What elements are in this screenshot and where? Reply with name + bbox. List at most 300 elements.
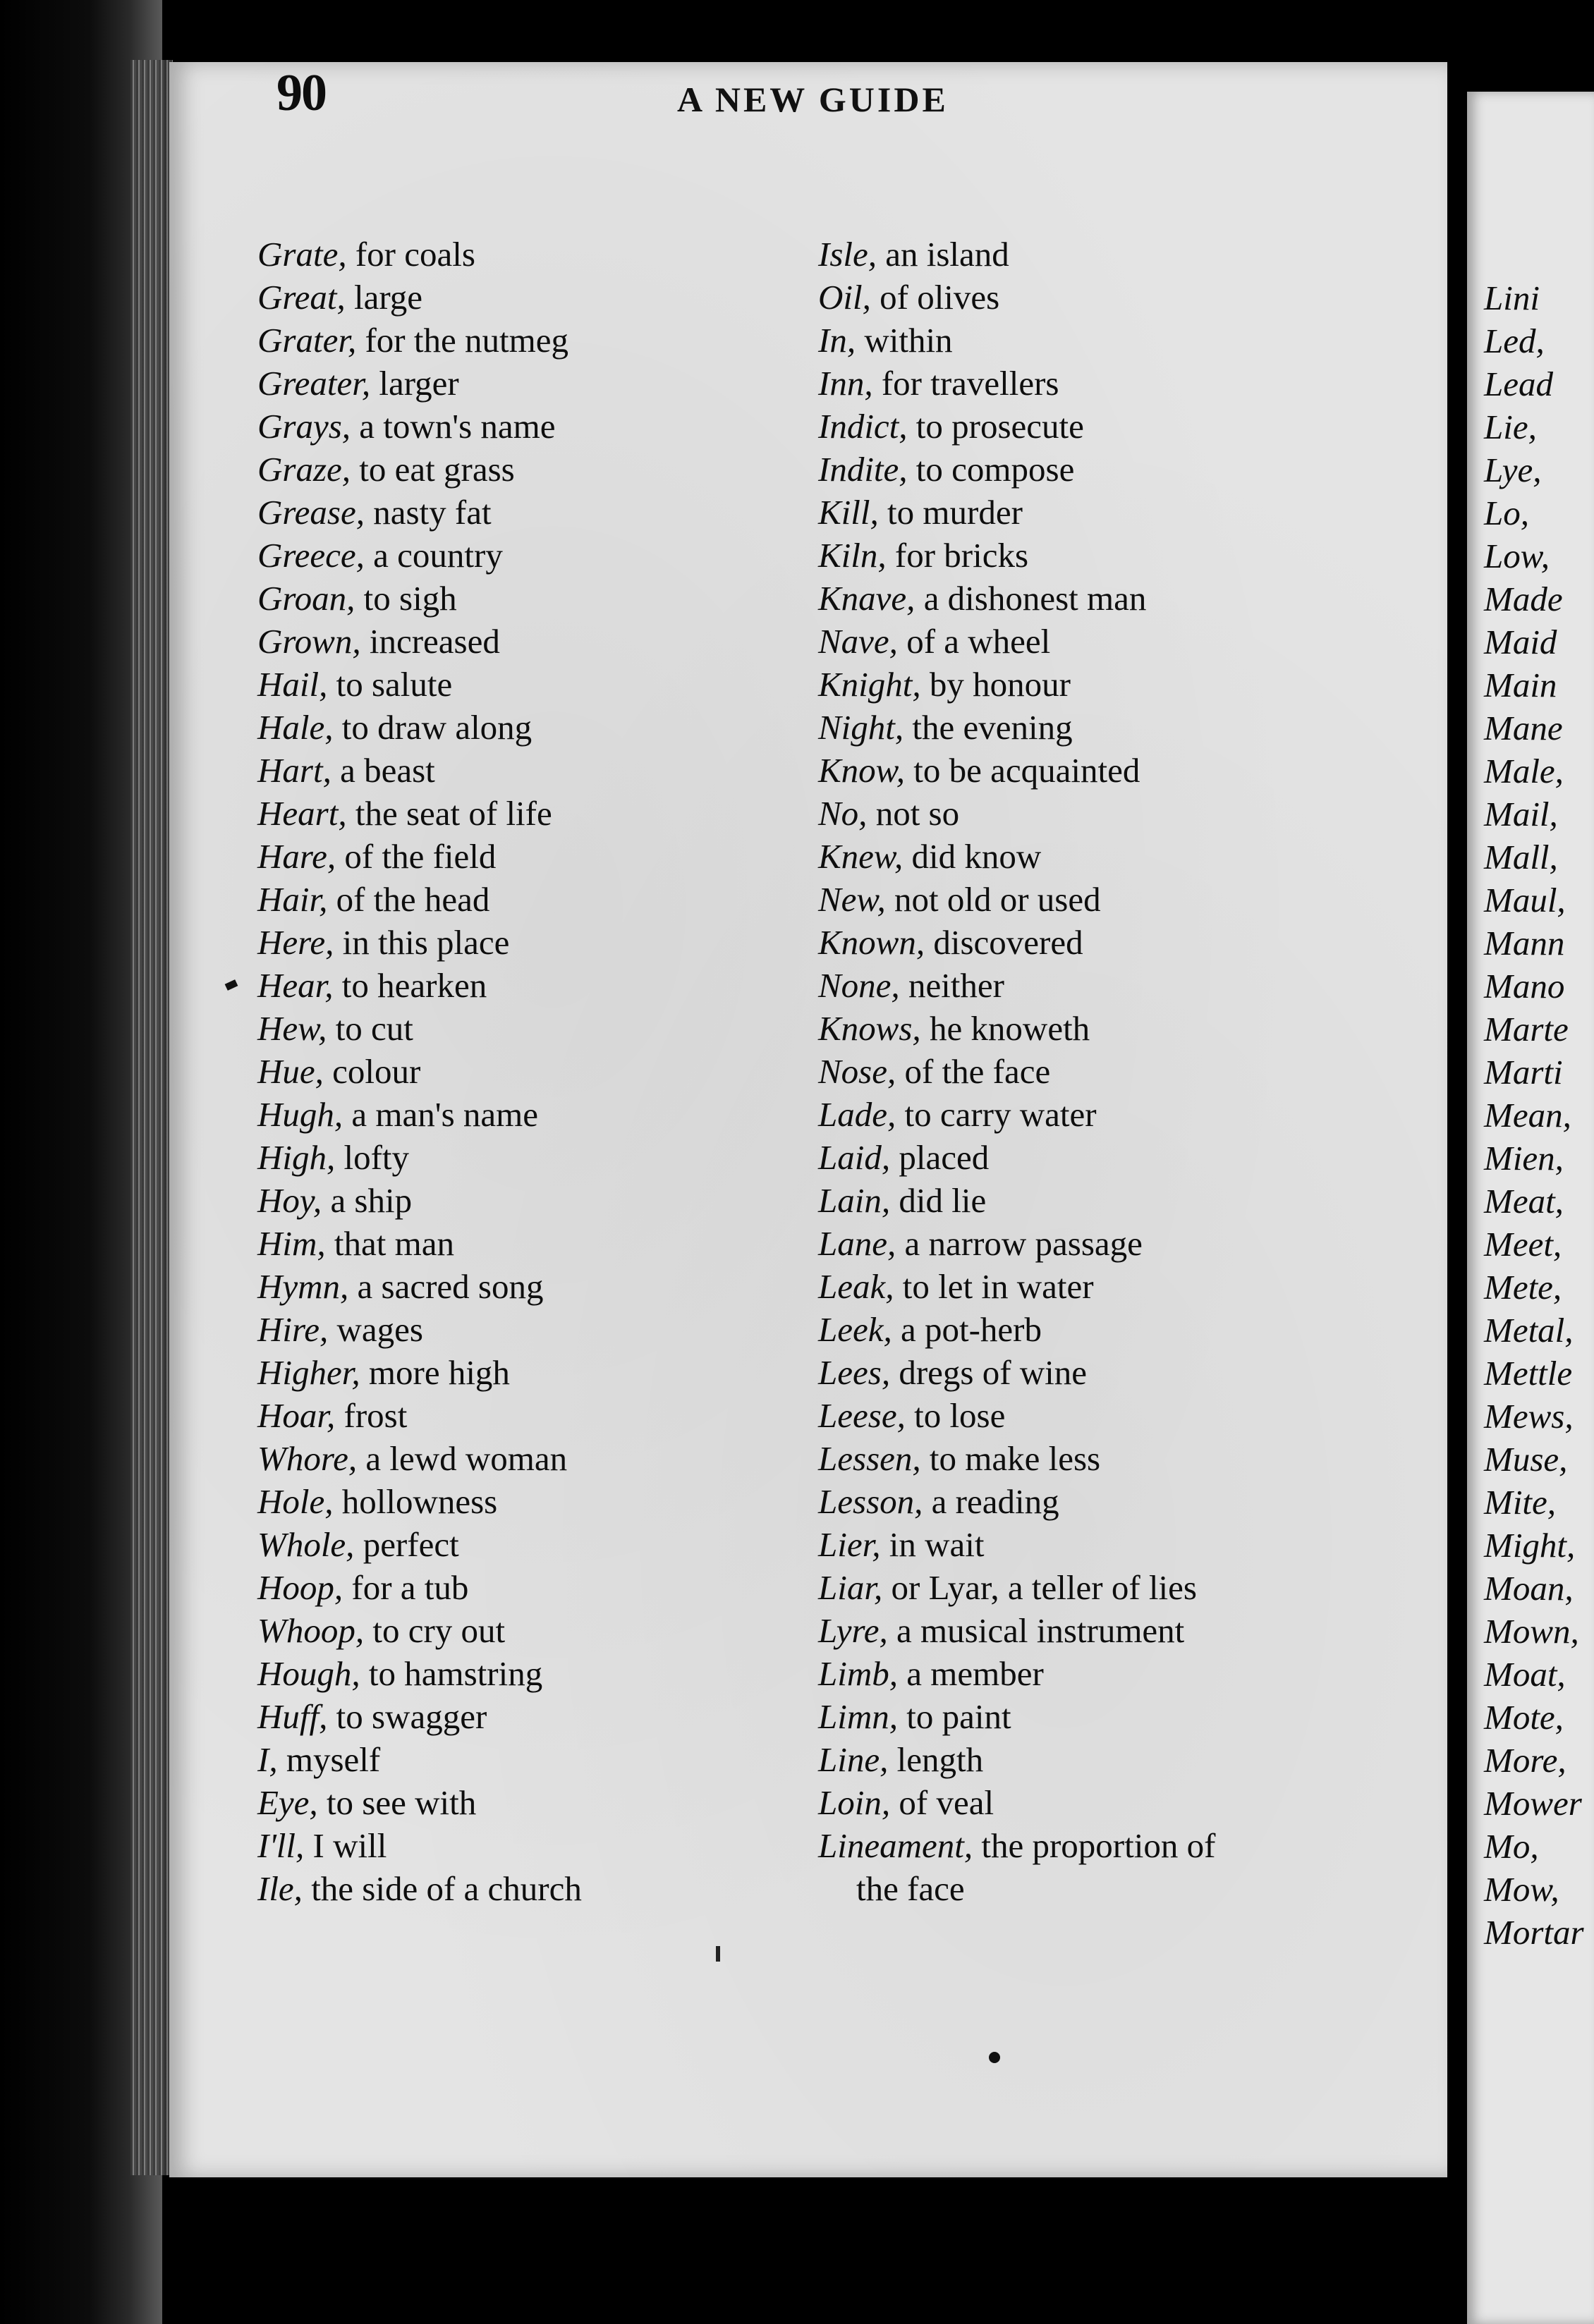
- definition: in wait: [880, 1525, 985, 1564]
- headword: Grays,: [257, 407, 351, 446]
- definition: of the head: [327, 880, 490, 919]
- list-item: [1467, 1051, 1584, 1094]
- headword: Might,: [1484, 1526, 1576, 1565]
- list-item: [818, 362, 1382, 405]
- right-column: [818, 233, 1382, 1910]
- headword: Limb,: [818, 1654, 899, 1693]
- definition: a lewd woman: [357, 1439, 568, 1478]
- headword: Heart,: [257, 794, 347, 833]
- headword: Meat,: [1484, 1182, 1564, 1221]
- headword: Hoar,: [257, 1396, 336, 1435]
- list-item: [1467, 1438, 1584, 1481]
- headword: Lead: [1484, 365, 1553, 403]
- list-item: [257, 835, 822, 878]
- list-item: [257, 448, 822, 491]
- list-item: [1467, 1524, 1584, 1567]
- list-item: [257, 405, 822, 448]
- definition: to cry out: [364, 1611, 506, 1650]
- definition: to swagger: [327, 1697, 487, 1736]
- headword: Hail,: [257, 665, 328, 704]
- list-item: [257, 1093, 822, 1136]
- definition: neither: [899, 966, 1004, 1005]
- list-item: [818, 1351, 1382, 1394]
- headword: Known,: [818, 923, 925, 962]
- definition: to sigh: [355, 579, 457, 618]
- headword: Lees,: [818, 1353, 891, 1392]
- headword: Leese,: [818, 1396, 906, 1435]
- headword: Hole,: [257, 1482, 334, 1521]
- definition: the face: [856, 1869, 965, 1908]
- headword: Mite,: [1484, 1483, 1557, 1522]
- definition: large: [345, 278, 423, 317]
- definition: to murder: [878, 493, 1023, 532]
- definition: to prosecute: [907, 407, 1084, 446]
- list-item: [818, 1867, 1382, 1910]
- list-item: [818, 1265, 1382, 1308]
- list-item: [257, 921, 822, 964]
- headword: Main: [1484, 666, 1557, 704]
- headword: Greater,: [257, 364, 371, 403]
- list-item: [818, 1566, 1382, 1609]
- list-item: [257, 1179, 822, 1222]
- list-item: [1467, 1395, 1584, 1438]
- list-item: [257, 534, 822, 577]
- headword: Mower: [1484, 1784, 1582, 1823]
- headword: Maul,: [1484, 881, 1566, 919]
- headword: Liar,: [818, 1568, 883, 1607]
- list-item: [257, 1480, 822, 1523]
- definition: a beast: [331, 751, 435, 790]
- facing-page-column: [1467, 276, 1584, 1954]
- headword: Hear,: [257, 966, 334, 1005]
- list-item: [1467, 1094, 1584, 1137]
- list-item: [1467, 750, 1584, 793]
- headword: Inn,: [818, 364, 873, 403]
- headword: Metal,: [1484, 1311, 1574, 1350]
- list-item: [257, 362, 822, 405]
- definition: myself: [277, 1740, 381, 1779]
- list-item: [257, 1824, 822, 1867]
- headword: Hew,: [257, 1009, 327, 1048]
- list-item: [818, 1695, 1382, 1738]
- definition: for bricks: [886, 536, 1029, 575]
- list-item: [257, 964, 822, 1007]
- list-item: [1467, 663, 1584, 707]
- definition: to be acquainted: [904, 751, 1140, 790]
- headword: Know,: [818, 751, 905, 790]
- definition: a pot-herb: [892, 1310, 1042, 1349]
- headword: Hare,: [257, 837, 336, 876]
- list-item: [818, 1824, 1382, 1867]
- list-item: [818, 1050, 1382, 1093]
- headword: More,: [1484, 1741, 1566, 1780]
- definition: of the field: [336, 837, 497, 876]
- definition: to salute: [327, 665, 453, 704]
- definition: to draw along: [333, 708, 533, 747]
- list-item: [257, 1566, 822, 1609]
- headword: Eye,: [257, 1783, 318, 1822]
- headword: Oil,: [818, 278, 871, 317]
- list-item: [1467, 362, 1584, 405]
- headword: Hugh,: [257, 1095, 343, 1134]
- list-item: [257, 749, 822, 792]
- list-item: [818, 1007, 1382, 1050]
- headword: Grease,: [257, 493, 365, 532]
- definition: more high: [360, 1353, 510, 1392]
- headword: Laid,: [818, 1138, 891, 1177]
- list-item: [257, 1308, 822, 1351]
- headword: Muse,: [1484, 1440, 1568, 1479]
- list-item: [257, 491, 822, 534]
- list-item: [257, 1781, 822, 1824]
- book-gutter: [1447, 42, 1467, 2324]
- definition: not old or used: [885, 880, 1101, 919]
- headword: Mean,: [1484, 1096, 1571, 1135]
- list-item: [1467, 1567, 1584, 1610]
- definition: a man's name: [343, 1095, 539, 1134]
- definition: a reading: [923, 1482, 1059, 1521]
- definition: wages: [328, 1310, 423, 1349]
- list-item: [818, 1480, 1382, 1523]
- headword: I'll,: [257, 1826, 305, 1865]
- list-item: [1467, 1696, 1584, 1739]
- headword: Mete,: [1484, 1268, 1562, 1307]
- headword: Greece,: [257, 536, 365, 575]
- list-item: [1467, 1137, 1584, 1180]
- list-item: [257, 319, 822, 362]
- definition: discovered: [925, 923, 1083, 962]
- headword: None,: [818, 966, 900, 1005]
- headword: Hough,: [257, 1654, 360, 1693]
- headword: Mews,: [1484, 1397, 1574, 1436]
- list-item: [257, 878, 822, 921]
- list-item: [818, 1222, 1382, 1265]
- headword: I,: [257, 1740, 278, 1779]
- list-item: [818, 878, 1382, 921]
- list-item: [257, 1351, 822, 1394]
- list-item: [818, 405, 1382, 448]
- list-item: [818, 1437, 1382, 1480]
- headword: Mo,: [1484, 1827, 1539, 1866]
- headword: Kill,: [818, 493, 879, 532]
- list-item: [1467, 965, 1584, 1008]
- headword: Knew,: [818, 837, 904, 876]
- list-item: [1467, 577, 1584, 620]
- headword: Groan,: [257, 579, 355, 618]
- definition: a ship: [322, 1181, 413, 1220]
- list-item: [818, 1136, 1382, 1179]
- list-item: [818, 1394, 1382, 1437]
- list-item: [818, 1738, 1382, 1781]
- headword: Knave,: [818, 579, 915, 618]
- list-item: [257, 1695, 822, 1738]
- headword: Mane: [1484, 709, 1563, 747]
- headword: Indite,: [818, 450, 908, 489]
- list-item: [257, 1652, 822, 1695]
- list-item: [1467, 620, 1584, 663]
- headword: Here,: [257, 923, 334, 962]
- headword: Nave,: [818, 622, 898, 661]
- definition: to hearken: [333, 966, 487, 1005]
- definition: he knoweth: [920, 1009, 1090, 1048]
- headword: New,: [818, 880, 886, 919]
- definition: not so: [867, 794, 960, 833]
- headword: No,: [818, 794, 868, 833]
- definition: did lie: [890, 1181, 987, 1220]
- definition: to hamstring: [360, 1654, 543, 1693]
- definition: lofty: [335, 1138, 410, 1177]
- headword: Lane,: [818, 1224, 896, 1263]
- headword: Lessen,: [818, 1439, 921, 1478]
- definition: to paint: [898, 1697, 1011, 1736]
- running-head: A NEW GUIDE: [677, 80, 949, 119]
- list-item: [257, 663, 822, 706]
- ink-tick-mark-icon: [716, 1946, 720, 1962]
- list-item: [1467, 1352, 1584, 1395]
- list-item: [818, 706, 1382, 749]
- headword: Limn,: [818, 1697, 899, 1736]
- list-item: [257, 706, 822, 749]
- headword: Ile,: [257, 1869, 303, 1908]
- list-item: [818, 1609, 1382, 1652]
- headword: Hair,: [257, 880, 328, 919]
- definition: that man: [325, 1224, 454, 1263]
- headword: Hire,: [257, 1310, 329, 1349]
- list-item: [818, 620, 1382, 663]
- list-item: [1467, 707, 1584, 750]
- definition: to cut: [327, 1009, 413, 1048]
- definition: a member: [898, 1654, 1044, 1693]
- headword: Lie,: [1484, 408, 1537, 446]
- definition: a sacred song: [348, 1267, 544, 1306]
- definition: by honour: [920, 665, 1071, 704]
- definition: for travellers: [872, 364, 1059, 403]
- headword: Mall,: [1484, 838, 1558, 876]
- headword: Graze,: [257, 450, 351, 489]
- definition: to see with: [317, 1783, 477, 1822]
- list-item: [1467, 448, 1584, 491]
- list-item: [818, 577, 1382, 620]
- list-item: [818, 792, 1382, 835]
- headword: Kiln,: [818, 536, 887, 575]
- list-item: [1467, 1825, 1584, 1868]
- definition: increased: [360, 622, 500, 661]
- headword: Mail,: [1484, 795, 1558, 833]
- definition: to make less: [920, 1439, 1101, 1478]
- headword: Mann: [1484, 924, 1565, 962]
- headword: Mien,: [1484, 1139, 1564, 1178]
- definition: perfect: [354, 1525, 459, 1564]
- definition: I will: [304, 1826, 387, 1865]
- list-item: [257, 1136, 822, 1179]
- list-item: [257, 1222, 822, 1265]
- list-item: [818, 534, 1382, 577]
- headword: Higher,: [257, 1353, 360, 1392]
- headword: Grown,: [257, 622, 361, 661]
- list-item: [1467, 1309, 1584, 1352]
- headword: Mow,: [1484, 1870, 1559, 1909]
- headword: Hart,: [257, 751, 331, 790]
- list-item: [257, 1394, 822, 1437]
- definition: an island: [877, 235, 1009, 274]
- definition: placed: [890, 1138, 990, 1177]
- list-item: [257, 620, 822, 663]
- headword: Mettle: [1484, 1354, 1573, 1393]
- headword: Lain,: [818, 1181, 891, 1220]
- definition: dregs of wine: [890, 1353, 1088, 1392]
- definition: length: [888, 1740, 984, 1779]
- headword: Nose,: [818, 1052, 896, 1091]
- definition: frost: [335, 1396, 408, 1435]
- definition: to eat grass: [351, 450, 515, 489]
- headword: Hoop,: [257, 1568, 343, 1607]
- headword: Line,: [818, 1740, 889, 1779]
- book-page-edges: [130, 60, 173, 2175]
- headword: Made: [1484, 580, 1563, 618]
- headword: Grate,: [257, 235, 347, 274]
- list-item: [257, 233, 822, 276]
- list-item: [818, 749, 1382, 792]
- definition: nasty fat: [364, 493, 492, 532]
- headword: Lineament,: [818, 1826, 973, 1865]
- headword: Maid: [1484, 623, 1557, 661]
- definition: to let in water: [894, 1267, 1094, 1306]
- headword: Great,: [257, 278, 346, 317]
- definition: a town's name: [351, 407, 556, 446]
- headword: Loin,: [818, 1783, 891, 1822]
- list-item: [1467, 276, 1584, 319]
- headword: Marte: [1484, 1010, 1569, 1048]
- list-item: [1467, 1782, 1584, 1825]
- list-item: [818, 835, 1382, 878]
- list-item: [257, 1867, 822, 1910]
- headword: Hue,: [257, 1052, 324, 1091]
- definition: the side of a church: [302, 1869, 582, 1908]
- headword: Whoop,: [257, 1611, 365, 1650]
- definition: to lose: [905, 1396, 1006, 1435]
- list-item: [818, 921, 1382, 964]
- headword: Knows,: [818, 1009, 921, 1048]
- headword: Marti: [1484, 1053, 1563, 1091]
- headword: Low,: [1484, 537, 1550, 575]
- page-number: 90: [276, 64, 326, 122]
- list-item: [1467, 534, 1584, 577]
- definition: a dishonest man: [915, 579, 1147, 618]
- list-item: [818, 1308, 1382, 1351]
- headword: Leek,: [818, 1310, 892, 1349]
- definition: the seat of life: [346, 794, 552, 833]
- definition: to carry water: [896, 1095, 1097, 1134]
- definition: the proportion of: [973, 1826, 1216, 1865]
- definition: of veal: [890, 1783, 994, 1822]
- list-item: [1467, 491, 1584, 534]
- list-item: [1467, 793, 1584, 836]
- list-item: [257, 1523, 822, 1566]
- definition: of the face: [896, 1052, 1051, 1091]
- list-item: [1467, 1223, 1584, 1266]
- headword: Male,: [1484, 752, 1564, 790]
- headword: Meet,: [1484, 1225, 1562, 1264]
- list-item: [257, 1437, 822, 1480]
- headword: Isle,: [818, 235, 877, 274]
- definition: larger: [370, 364, 459, 403]
- headword: Mown,: [1484, 1612, 1579, 1651]
- headword: Led,: [1484, 322, 1545, 360]
- headword: Lye,: [1484, 451, 1542, 489]
- list-item: [1467, 1180, 1584, 1223]
- list-item: [257, 1738, 822, 1781]
- list-item: [257, 1007, 822, 1050]
- list-item: [818, 1652, 1382, 1695]
- headword: Night,: [818, 708, 904, 747]
- headword: Mote,: [1484, 1698, 1564, 1737]
- list-item: [257, 276, 822, 319]
- headword: Lesson,: [818, 1482, 923, 1521]
- headword: Lier,: [818, 1525, 881, 1564]
- list-item: [1467, 836, 1584, 879]
- headword: Indict,: [818, 407, 908, 446]
- list-item: [1467, 1008, 1584, 1051]
- definition: for coals: [346, 235, 475, 274]
- headword: Grater,: [257, 321, 357, 360]
- list-item: [818, 1093, 1382, 1136]
- list-item: [818, 233, 1382, 276]
- definition: of olives: [870, 278, 1000, 317]
- headword: Moat,: [1484, 1655, 1566, 1694]
- definition: for the nutmeg: [356, 321, 568, 360]
- headword: In,: [818, 321, 856, 360]
- list-item: [257, 1609, 822, 1652]
- headword: Hymn,: [257, 1267, 349, 1306]
- definition: hollowness: [333, 1482, 498, 1521]
- list-item: [818, 964, 1382, 1007]
- list-item: [1467, 1739, 1584, 1782]
- definition: in this place: [334, 923, 510, 962]
- list-item: [257, 577, 822, 620]
- headword: Mortar: [1484, 1913, 1584, 1952]
- headword: Moan,: [1484, 1569, 1574, 1608]
- list-item: [818, 1781, 1382, 1824]
- definition: colour: [323, 1052, 421, 1091]
- list-item: [257, 792, 822, 835]
- headword: Him,: [257, 1224, 326, 1263]
- definition: within: [856, 321, 953, 360]
- definition: a country: [364, 536, 503, 575]
- list-item: [818, 448, 1382, 491]
- list-item: [818, 1179, 1382, 1222]
- definition: to compose: [907, 450, 1075, 489]
- definition: for a tub: [343, 1568, 469, 1607]
- headword: Whole,: [257, 1525, 355, 1564]
- headword: Mano: [1484, 967, 1565, 1005]
- headword: Lo,: [1484, 494, 1530, 532]
- headword: Hoy,: [257, 1181, 322, 1220]
- headword: Whore,: [257, 1439, 358, 1478]
- list-item: [1467, 1653, 1584, 1696]
- headword: Hale,: [257, 708, 334, 747]
- headword: Huff,: [257, 1697, 328, 1736]
- list-item: [257, 1050, 822, 1093]
- list-item: [818, 663, 1382, 706]
- list-item: [818, 1523, 1382, 1566]
- list-item: [1467, 319, 1584, 362]
- definition: a narrow passage: [896, 1224, 1143, 1263]
- list-item: [818, 276, 1382, 319]
- definition: the evening: [904, 708, 1073, 747]
- left-column: [257, 233, 822, 1910]
- list-item: [1467, 879, 1584, 922]
- headword: Lyre,: [818, 1611, 888, 1650]
